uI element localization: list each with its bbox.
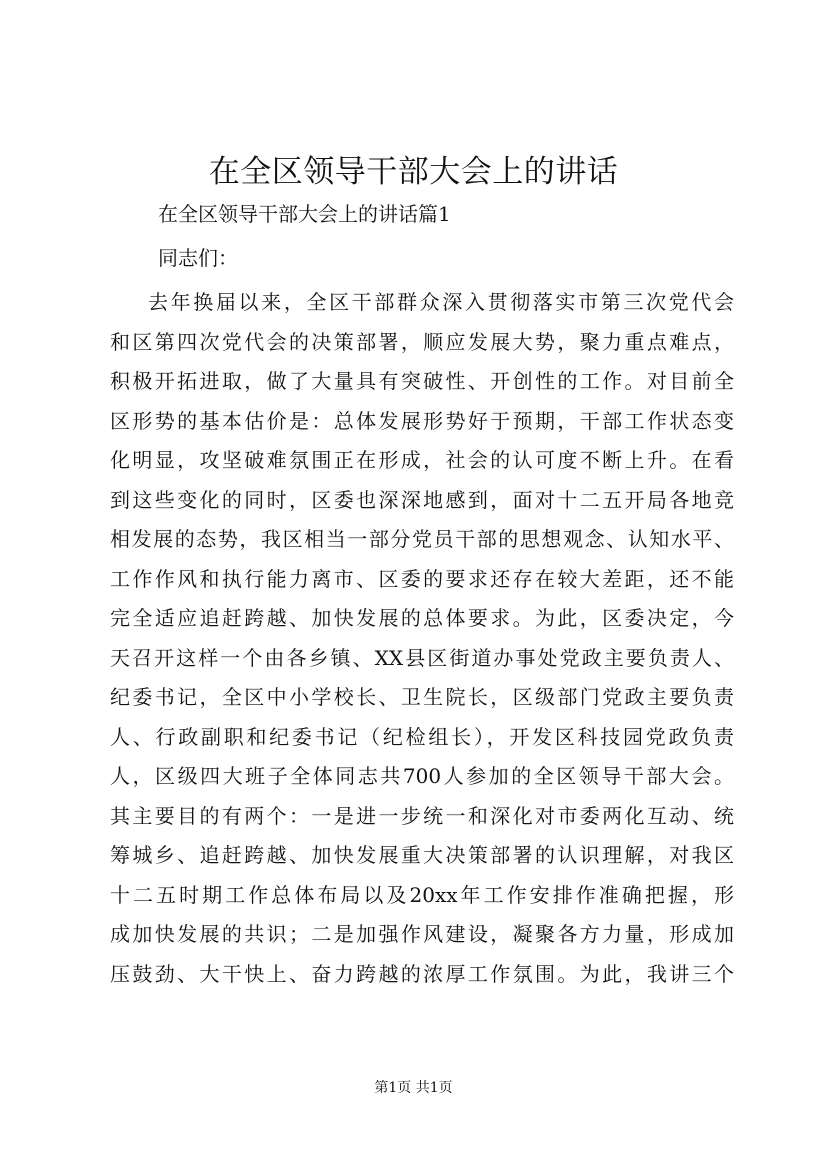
paragraph-line: 成加快发展的共识；二是加强作风建设，凝聚各方力量，形成加 (110, 922, 734, 946)
paragraph-line: 天召开这样一个由各乡镇、XX县区街道办事处党政主要负责人、 (110, 645, 734, 670)
paragraph-line: 区形势的基本估价是：总体发展形势好于预期，干部工作状态变 (110, 408, 734, 433)
salutation: 同志们： (158, 246, 238, 270)
paragraph-line: 十二五时期工作总体布局以及20xx年工作安排作准确把握，形 (110, 882, 734, 907)
paragraph-line: 积极开拓进取，做了大量具有突破性、开创性的工作。对目前全 (110, 369, 734, 393)
paragraph-line: 化明显，攻坚破难氛围正在形成，社会的认可度不断上升。在看 (110, 448, 734, 472)
paragraph-line: 工作作风和执行能力离市、区委的要求还存在较大差距，还不能 (110, 566, 734, 591)
paragraph-line: 筹城乡、追赶跨越、加快发展重大决策部署的认识理解，对我区 (110, 843, 734, 867)
paragraph-line: 其主要目的有两个：一是进一步统一和深化对市委两化互动、统 (110, 803, 734, 828)
document-subtitle: 在全区领导干部大会上的讲话篇1 (158, 202, 451, 226)
paragraph-line: 人，区级四大班子全体同志共700人参加的全区领导干部大会。 (110, 764, 734, 788)
paragraph-line: 到这些变化的同时，区委也深深地感到，面对十二五开局各地竞 (110, 487, 734, 512)
paragraph-line: 纪委书记，全区中小学校长、卫生院长，区级部门党政主要负责 (110, 685, 734, 709)
paragraph-line: 和区第四次党代会的决策部署，顺应发展大势，聚力重点难点， (110, 329, 734, 354)
paragraph-line: 相发展的态势，我区相当一部分党员干部的思想观念、认知水平、 (110, 527, 734, 551)
page-number: 第1页 共1页 (374, 1080, 453, 1096)
paragraph-line: 人、行政副职和纪委书记（纪检组长），开发区科技园党政负责 (110, 724, 734, 749)
body-paragraph (110, 283, 734, 994)
paragraph-line: 去年换届以来，全区干部群众深入贯彻落实市第三次党代会 (148, 290, 734, 314)
paragraph-line: 完全适应追赶跨越、加快发展的总体要求。为此，区委决定，今 (110, 606, 734, 630)
paragraph-line: 压鼓劲、大干快上、奋力跨越的浓厚工作氛围。为此，我讲三个 (110, 961, 734, 986)
document-title: 在全区领导干部大会上的讲话 (208, 154, 619, 190)
